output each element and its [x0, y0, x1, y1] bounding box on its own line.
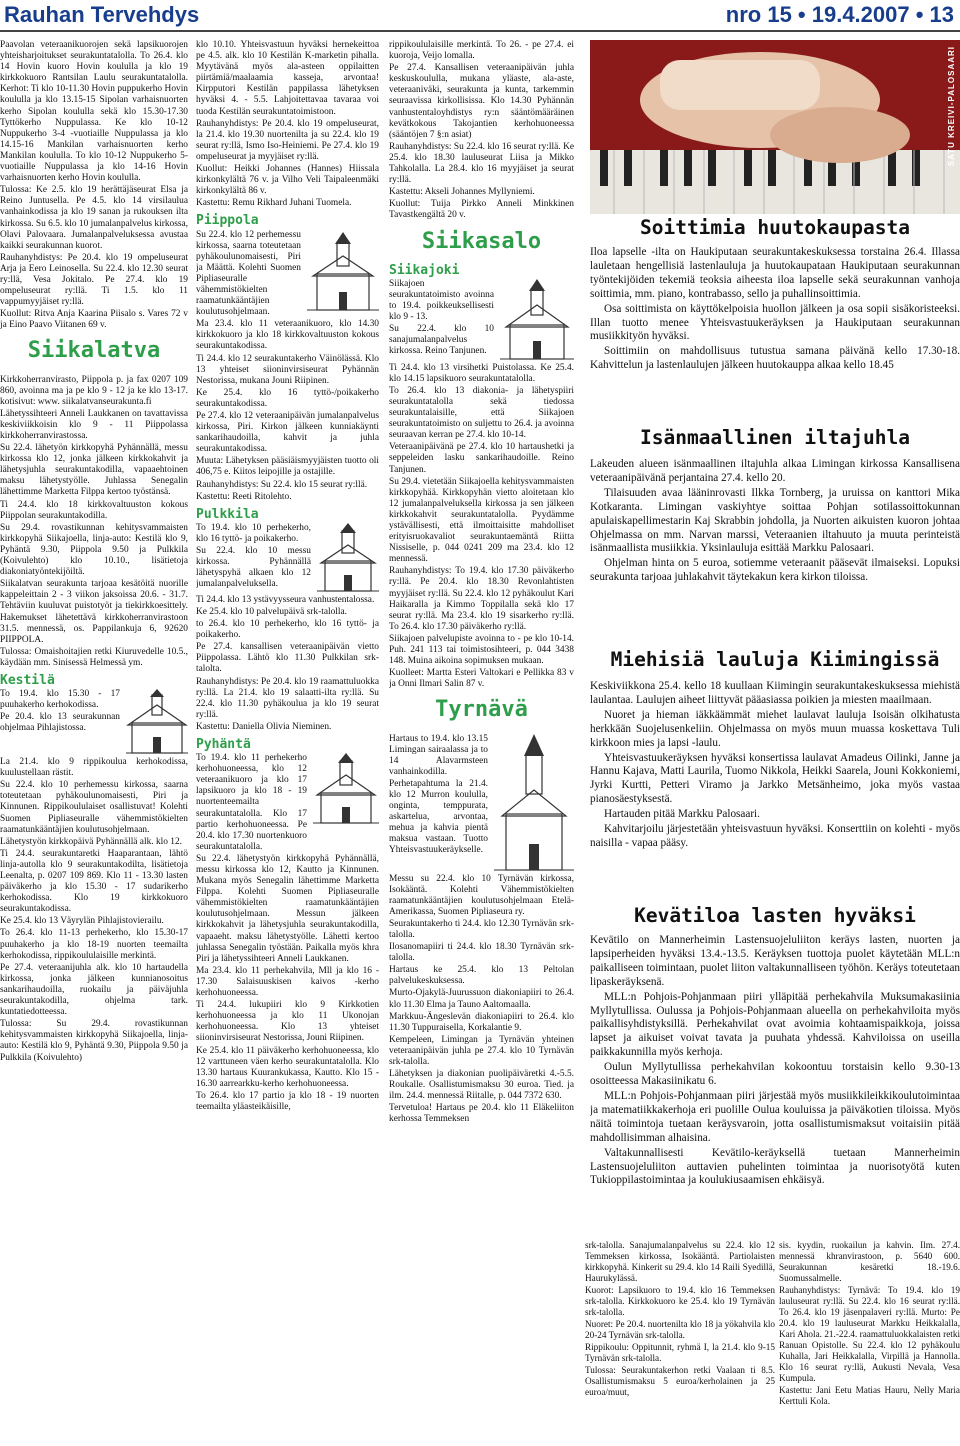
paragraph: Ti 24.4. lukupiiri klo 9 Kirkkotien kerhohuoneessa ja klo 11 Ukonojan kerhohuoneessa. Klo 13 yhteiset siioninvirsiseurat Nestorissa, Jouni Riipinen. — [196, 1000, 379, 1044]
paragraph: Su 22.4. klo 10 perhemessu kirkossa, saarna toteutetaan pyhäkoulunomaisesti, Piri ja Kinnunen. Rippikoululaiset osallistuvat! Kolehti Suomen Pipliaseuralle vähemmistökielten raamatunkääntäjien koulutusohjelmaan. — [0, 780, 188, 835]
paragraph: Rauhanyhdistys: Pe 20.4. klo 19 ompeluseurat, la 21.4. klo 19.30 nuortenilta ja su 22.4. klo 19 seurat ry:llä, Ismo Iso-Heiniemi. Pe 27.4. klo 19 ompeluseurat ja myyjäiset ry:llä. — [196, 118, 379, 162]
section-heading-siikalatva: Siikalatva — [27, 338, 161, 364]
church-illustration — [494, 734, 574, 874]
church-illustration — [307, 230, 379, 314]
photo-credit: SATU KREIVI-PALOSAARI — [947, 46, 956, 167]
paragraph: Nuoret: Pe 20.4. nuortenilta klo 18 ja yökahvila klo 20-24 Tyrnävän srk-talolla. — [585, 1319, 775, 1340]
bottom-column-1 — [585, 1240, 775, 1446]
paragraph: Muuta: Lähetyksen pääsiäismyyjäisten tuotto oli 406,75 e. Kiitos leipojille ja ostajille. — [196, 456, 379, 478]
paragraph: Pe 27.4. kansallisen veteraanipäivän vietto Piippolassa. Lähtö klo 11.30 Pulkkilan srk-talolta. — [196, 642, 379, 675]
paragraph: To 19.4. klo 15.30 - 17 puuhakerho kerhokodissa. — [0, 689, 120, 711]
paragraph: Pe 27.4. Kansallisen veteraanipäivän juhla keskuskoululla, mukana yläaste, ala-aste, veteraaniväki, seurakunta ja kunta, tarkemmin seuraavissa kirkollisissa. Klo 14.30 Pyhännän vanhustentaloyhdistys ry:n sääntömääräinen kevätkokous Takojantien kerhohuoneessa (sääntöjen 7 §:n asiat) — [389, 63, 574, 140]
bottom-column-2 — [779, 1240, 960, 1446]
paragraph: MLL:n Pohjois-Pohjanmaan piiri järjestää myös musiikkileikkikoulutoimintaa ja matematiikkakerhoja eri puolille Oulua kouluissa ja päiväkotien tiloissa. Myös näitä toimintoja tuetaan keräysvaroin, jotta osallistumismaksut voitaisiin pitää mahdollisimman alhaisina. — [590, 1089, 960, 1144]
paragraph: Lähetyssihteeri Anneli Laukkanen on tavattavissa keskiviikkoisin klo 9 - 11 Piippolassa kirkkoherranvirastossa. — [0, 408, 188, 441]
paragraph: Ke 25.4. klo 10 palvelupäivä srk-talolla. — [196, 606, 348, 617]
piano-hands-image — [590, 40, 960, 214]
paragraph: Ma 23.4. klo 11 perhekahvila, Mll ja klo 16 - 17.30 Salaisuuskisen kaivos -kerho kerhohuoneessa. — [196, 965, 379, 999]
paragraph: Ohjelman hinta on 5 euroa, sotiemme veteraanit pääsevät ilmaiseksi. Lopuksi seurakunta tarjoaa juhlakahvit täytekakun kera kirkon tiloissa. — [590, 557, 960, 584]
column-3 — [389, 40, 574, 1235]
paragraph: Su 22.4. lähetystyön kirkkopyhä Pyhännällä, messu kirkossa klo 12, Kautto ja Kinnunen. Mukana myös Senegalin lähettimme Marketta Filppa. Kolehti Suomen Pipliaseuralle vähemmistökielten raamatunkääntäjien koulutusohjelmaan. Messun jälkeen kirkkokahvit ja lähetysjuhla seurakuntakodilla, vapaaeht. maksu lähetystyölle. Lähetti kertoo juhlassa Senegalin työstään. Paikalla myös khra Piri ja lähetyssihteeri Anneli Laukkanen. — [196, 853, 379, 964]
paragraph: Rauhanyhdistys: Su 22.4. klo 16 seurat ry:llä. Ke 25.4. klo 18.30 lauluseurat Liisa ja Mikko Tahkolalla. La 28.4. klo 16 myyjäiset ja seurat ry:llä. — [389, 141, 574, 186]
paragraph: Kastettu: Reeti Ritolehto. — [196, 491, 292, 502]
paragraph: Su 29.4. rovastikunnan kehitysvammaisten kirkkopyhä Siikajoella, linja-auto: Kestilä klo 9, Pyhäntä 9.30, Piippola 9.50 ja Pulkkila (Koivulehto) klo 10.10., lisätietoja diakoniatyöntekijöiltä. — [0, 522, 188, 578]
paragraph: Murto-Ojakylä-Juurussuon diakoniapiiri to 26.4. klo 11.30 Elma ja Tauno Aaltomaalla. — [389, 988, 574, 1010]
paragraph: Kahvitarjoilu järjestetään yhteisvastuun hyväksi. Konserttiin on kolehti - myös naisilla - vapaa pääsy. — [590, 823, 960, 849]
paragraph: Tulossa: Seurakuntakerhon retki Vaalaan ti 8.5. Osallistumismaksu 5 euroa/kerholainen ja 25 euroa/muut, — [585, 1365, 775, 1397]
paragraph: Ti 24.4. seurakuntaretki Haaparantaan, lähtö linja-autolla klo 9 seurakuntakodilta, lisätietoja Leenalta, p. 0207 109 869. Klo 11 - 13.30 lasten päiväkerho ja klo 15.30 - 17 sudarikerho kerhokodissa. Klo 19 kirkkokuoro seurakuntakodissa. — [0, 848, 188, 915]
paragraph: Ti 24.4. klo 13 ystävyysseura vanhustentalossa. — [196, 594, 375, 605]
article-title: Isänmaallinen iltajuhla — [639, 426, 911, 449]
paragraph: Su 22.4. klo 10 sanajumalanpalvelus kirkossa. Reino Tanjunen. — [389, 324, 494, 357]
paragraph: Kevätilo on Mannerheimin Lastensuojeluliiton keräys lasten, nuorten ja lapsiperheiden hyväksi 13.4.-13.5. Keräyksen tuottoja puolet käytetään MLL:n paikalliseen toimintaan, puolet liiton valtakunnalliseen työhön. Keräys toteutetaan lipaskeräyksenä. — [590, 934, 960, 988]
article-miehisia — [590, 680, 960, 880]
church-illustration — [500, 279, 574, 363]
article-soittimia — [590, 246, 960, 394]
paragraph: Tulossa: Su 29.4. rovastikunnan kehitysvammaisten kirkkopyhä Siikajoella, linja-auto: Kestilä klo 9, Pyhäntä 9.30, Piippola 9.50 ja Pulkkila (Koivulehto) — [0, 1019, 188, 1063]
article-title: Soittimia huutokaupasta — [639, 216, 911, 239]
paragraph: Iloa lapselle -ilta on Haukiputaan seurakuntakeskuksessa torstaina 26.4. Illassa lauletaan hengellisiä lastenlauluja ja huutokaupataan Haukiputaan seurakunnan työntekijöiden tekemiä teoksia aiheesta iloa lapselle sekä seurakunnan vanhoja soittimia, mm. piano, kontrabasso, sello ja puhallinsoittimia. — [590, 246, 960, 300]
subheading-siikajoki: Siikajoki — [389, 262, 460, 278]
paragraph: To 19.4. klo 11 perhekerho kerhohuoneessa, klo 12 veteraanikuoro ja klo 17 lapsikuoro ja klo 18 - 19 nuortenteemailta seurakuntatalolla. Klo 17 partio kerhohuoneessa. Pe 20.4. klo 17.30 nuortenkuoro seurakuntatalolla. — [196, 753, 307, 852]
paragraph: to 26.4. klo 10 perhekerho, klo 16 tyttö- ja poikakerho. — [196, 619, 379, 641]
subheading-pulkkila: Pulkkila — [196, 506, 259, 522]
paragraph: Pe 27.4. klo 12 veteraanipäivän jumalanpalvelus kirkossa, Piri. Kirkon jälkeen kunniakäynti sankarihaudoilla, kahvit ja juhla seurakuntakodissa. — [196, 411, 379, 455]
article-isanmaallinen — [590, 458, 960, 618]
paragraph: Su 22.4. klo 12 perhemessu kirkossa, saarna toteutetaan pyhäkoulunomaisesti, Piri ja Määttä. Kolehti Suomen Pipliaseuralle vähemmistökielten raamatunkääntäjien koulutusohjelmaan. — [196, 229, 301, 318]
paragraph: Seurakuntakerho ti 24.4. klo 12.30 Tyrnävän srk-talolla. — [389, 918, 574, 940]
paragraph: MLL:n Pohjois-Pohjanmaan piiri ylläpitää perhekahvila Muksumakasiinia Myllytullissa. Oulussa ja Pohjois-Pohjanmaan alueella on perhekahviloita myös paikallisyhdistyksillä. Perhekahvilat ovat avoimia kohtaamispaikkoja, joissa lapset ja aikuiset voivat tavata ja puuhata yhdessä. Kahviloissa on useilla paikkakunnilla myös kerhoja. — [590, 990, 960, 1059]
paragraph: klo 10.10. Yhteisvastuun hyväksi hernekeittoa pe 4.5. alk. klo 10 Kestilän K-marketin pihalla. Myytävänä myös ala-asteen oppilaitten piirtämiä/maalaamia kasseja, arvontaa! Kirpputori Kestilän pappilassa lähetyksen hyväksi 4. - 5.5. Lahjoitettavaa tavaraa voi tuoda Kestilän seurakuntatoimistoon. — [196, 40, 379, 117]
paragraph: Kirkkoherranvirasto, Piippola p. ja fax 0207 109 860, avoinna ma ja pe klo 9 - 12 ja ke klo 13-17. kotisivut: www. siikalatvanseurakunta.fi — [0, 374, 188, 407]
paragraph: Kempeleen, Limingan ja Tyrnävän yhteinen veteraanipäivän juhla pe 27.4. klo 10 Tyrnävän srk-talolla. — [389, 1034, 574, 1067]
paragraph: Nuoret ja hieman iäkkäämmät miehet laulavat lauluja Isoisän olkihatusta herkkään Suojelusenkeliin. Ohjelmassa on myös muun muassa koskettava Tuli kirkkoon mies ja lapsi -laulu. — [590, 708, 960, 749]
paragraph: Kuorot: Lapsikuoro to 19.4. klo 16 Temmeksen srk-talolla. Kirkkokuoro ke 25.4. klo 19 Tyrnävän srk-talolla. — [585, 1285, 775, 1317]
paragraph: Rauhanyhdistys: Tyrnävä: To 19.4. klo 19 lauluseurat ry:llä. Su 22.4. klo 16 seurat ry:llä. To 26.4. klo 19 jäsenpalaveri ry:llä. Murto: Pe 20.4. klo 19 lauluseurat Markku Heikkalalla, Kari Ahola. 21.-22.4. raamattuluokkalaisten retki Ranuan Opistolle. Su 22.4. klo 12 pyhäkoulu Kuhalla, Jari Heikkalalla, Virpillä ja Hannolla. Klo 16 seurat ry:llä, Aukusti Nevala, Vesa Kumpula. — [779, 1285, 960, 1383]
piippola-block — [196, 230, 379, 320]
paragraph: Su 22.4. klo 10 messu kirkossa. Pyhännällä lähetyspyhä alkaen klo 12 jumalanpalveluksella. — [196, 546, 311, 590]
paragraph: Tulossa: Ke 2.5. klo 19 herättäjäseurat Elsa ja Reino Juntusella. Pe 4.5. klo 14 virsilaulua vanhainkodissa ja klo 19 sanan ja rukouksen ilta kirkossa. Su 6.5. klo 10 jumalanpalvelus kirkossa, Olavi Palovaara. Jumalanpalveluksessa avustaa kaikki seurakunnan kuorot. — [0, 185, 188, 251]
paragraph: Soittimiin on mahdollisuus tutustua samana päivänä kello 17.30-18. Kahvittelun ja lastenlaulujen jälkeen huutokauppa alkaa kello 18.45 — [590, 345, 960, 372]
paragraph: sis. kyydin, ruokailun ja kahvin. Ilm. 27.4. mennessä khranvirastoon, p. 5640 600. Seurakunnan kesäretki 18.-19.6. Suomussalmelle. — [779, 1240, 960, 1283]
paragraph: Lähetystyön kirkkopäivä Pyhännällä alk. klo 12. — [0, 836, 182, 847]
paragraph: Kuollut: Tuija Pirkko Anneli Minkkinen Tavastkengältä 20 v. — [389, 199, 574, 221]
piano-photo — [590, 40, 960, 214]
paragraph: Valtakunnallisesti Kevätilo-keräyksellä tuetaan Mannerheimin Lastensuojeluliiton auttavien puhelinten toimintaa ja nuorisotyötä kuten Tukioppilastoimintaa ja koulukiusaamisen ehkäisyä. — [590, 1146, 960, 1187]
column-2 — [196, 40, 379, 1444]
paragraph: Rauhanyhdistys: Su 22.4. klo 15 seurat ry:llä. — [196, 479, 368, 490]
paragraph: Kuollut: Ritva Anja Kaarina Piisalo s. Vares 72 v ja Eino Paavo Viitanen 69 v. — [0, 309, 188, 331]
paragraph: Hartauden pitää Markku Palosaari. — [604, 808, 760, 821]
paragraph: Ti 24.4. klo 18 kirkkovaltuuston kokous Piippolan seurakuntakodilla. — [0, 499, 188, 521]
paragraph: Keskiviikkona 25.4. kello 18 kuullaan Kiimingin seurakuntakeskuksessa miehistä laulantaa. Laulujen aiheet liittyvät pääasiassa poikien ja miesten maailmaan. — [590, 680, 960, 706]
siikajoki-block — [389, 279, 574, 363]
paragraph: Kastettu: Jani Eetu Matias Hauru, Nelly Maria Kerttuli Kola. — [779, 1385, 960, 1406]
church-illustration — [317, 523, 379, 595]
paragraph: Markkuu-Ängeslevän diakoniapiiri to 26.4. klo 11.30 Tuppuraisella, Korkalantie 9. — [389, 1011, 574, 1033]
paragraph: Ke 25.4. klo 16 tyttö-/poikakerho seurakuntakodissa. — [196, 387, 379, 409]
paragraph: Kastettu: Akseli Johannes Myllyniemi. — [389, 187, 535, 198]
paragraph: Oulun Myllytullissa perhekahvilan kokoontuu torstaisin kello 9.30-13 osoitteessa Makasiinikatu 6. — [590, 1061, 960, 1088]
paragraph: Ke 25.4. klo 11 päiväkerho kerhohuoneessa, klo 12 varttuneen väen kerho seurakuntatalolla. Klo 13.30 hartaus Kuurankukassa, Kautto. Klo 15 - 16.30 aarrearkku-kerho kerhohuoneessa. — [196, 1045, 379, 1089]
paragraph: Rauhanyhdistys: Pe 20.4. klo 19 raamattuluokka ry:llä. La 21.4. klo 19 salaatti-ilta ry:llä. Su 22.4. klo 11.30 pyhäkoulua ja klo 19 seurat ry:llä. — [196, 676, 379, 720]
section-heading-tyrnava: Tyrnävä — [435, 697, 528, 723]
newspaper-title: Rauhan Tervehdys — [4, 2, 200, 27]
paragraph: Kuollut: Heikki Johannes (Hannes) Hiissala kirkonkylältä 76 v. ja Vilho Veli Taipaleenmäki kirkonkylältä 86 v. — [196, 164, 379, 197]
paragraph: Siikalatvan seurakunta tarjoaa kesätöitä nuorille kappeleittain 2 - 3 viikon jaksoissa 20.6. - 31.7. Tehtäviin kuuluvat puistotyöt ja tiekirkkoesittely. Hakemukset lähetettävä kirkkoherranvirastoon 31.5. mennessä, os. Pappilankuja 6, 92620 PIIPPOLA. — [0, 579, 188, 645]
paragraph: Rauhanyhdistys: Pe 20.4. klo 19 ompeluseurat Arja ja Eero Leinosella. Su 22.4. klo 12.30 seurat ry:llä, Vesa Jokitalo. Pe 27.4. klo 19 ompeluseurat ry:llä. Ti 1.5. klo 11 vappumyyjäiset ry:llä. — [0, 252, 188, 308]
page-header — [0, 0, 960, 32]
paragraph: Ilosanomapiiri ti 24.4. klo 18.30 Tyrnävän srk-talolla. — [389, 942, 574, 964]
paragraph: Rippikoulu: Oppitunnit, ryhmä I, la 21.4. klo 9-15 Tyrnävän srk-talolla. — [585, 1342, 775, 1363]
column-1 — [0, 40, 188, 1444]
paragraph: Messu su 22.4. klo 10 Tyrnävän kirkossa, Isokääntä. Kolehti Vähemmistökielten raamatunkääntäjien koulutusohjelmaan Etelä-Amerikassa, Suomen Pipliaseura ry. — [389, 873, 574, 917]
subheading-kestila: Kestilä — [0, 672, 55, 688]
subheading-piippola: Piippola — [196, 213, 259, 229]
paragraph: To 26.4. klo 17 partio ja klo 18 - 19 nuorten teemailta yläasteikäisille, — [196, 1090, 379, 1112]
paragraph: Perhetapahtuma la 21.4. klo 12 Murron koululla, onginta, temppurata, askartelua, arvontaa, mehua ja kahvia pientä maksua vastaan. Tuotto Yhteisvastuukeräykselle. — [389, 778, 488, 856]
subheading-pyhanta: Pyhäntä — [196, 736, 251, 752]
issue-info: nro 15 • 19.4.2007 • 13 — [725, 2, 954, 27]
article-title: Kevätiloa lasten hyväksi — [634, 904, 916, 927]
section-heading-siikasalo: Siikasalo — [421, 228, 542, 254]
article-kevatiloa — [590, 934, 960, 1234]
paragraph: Siikajoen seurakuntatoimisto avoinna to 19.4. poikkeuksellisesti klo 9 - 13. — [389, 278, 494, 322]
paragraph: rippikoululaisille merkintä. To 26. - pe 27.4. ei kuoroja, Veijo lomalla. — [389, 40, 574, 62]
paragraph: La 21.4. klo 9 rippikoulua kerhokodissa, kuulustellaan rästit. — [0, 757, 188, 779]
paragraph: To 19.4. klo 10 perhekerho, klo 16 tyttö- ja poikakerho. — [196, 522, 311, 544]
paragraph: Kastettu: Daniella Olivia Nieminen. — [196, 721, 332, 732]
church-illustration — [126, 689, 188, 757]
paragraph: Ma 23.4. klo 11 veteraanikuoro, klo 14.30 kirkkokuoro ja klo 18 kirkkovaltuuston kokous seurakuntakodissa. — [196, 319, 379, 352]
paragraph: Paavolan veteraanikuorojen sekä lapsikuorojen yhteisharjoitukset seurakuntatalolla. To 26.4. klo 14 Hovin kuoro Hovin koululla ja klo 19 kirkkokuoro Rantsilan Laulu seurakuntatalolla. Kerhot: Ti klo 10-11.30 Hovin puppukerho Hovin koululla ja klo 13.15-15 Sipolan varhaisnuorten kerho Sipolan koululla sekä klo 15.30-17.30 Tyttökerho Nuppulassa. Ke klo 10-12 Nuppukerho 3-4 -vuotiaille Nuppulassa ja klo 14.15-16 Mankilan varhaisnuorten kerho Mankilan koululla. To klo 10-12 Nuppukerho 5-vuotiaille Nuppulassa ja klo 14-16 Hovin varhaisnuorten kerho Hovin koululla. — [0, 40, 188, 184]
paragraph: srk-talolla. Sanajumalanpalvelus su 22.4. klo 12 Temmeksen kirkossa, Isokääntä. Partiolaisten kirkkopyhä. Kinkerit su 29.4. klo 14 Raili Syedillä, Haurukylässä. — [585, 1240, 775, 1283]
paragraph: Hartaus ke 25.4. klo 13 Peltolan palvelukeskuksessa. — [389, 965, 574, 987]
paragraph: Tilaisuuden avaa lääninrovasti Ilkka Tornberg, ja uruissa on kanttori Mika Kotkaranta. Limingan vaskiyhtye soittaa Pohjan sotilassoittokunnan apulaiskapellimestarin Kaj Skrabbin johdolla, ja Nuorten aikuisten kuoron johtaa Ohjelmassa on mm. Narvan marssi, Veteraanien iltahuuto ja muuta perinteistä isänmaallista musiikkia. Yksinlauluja esittää Markku Palosaari. — [590, 486, 960, 555]
tyrnava-block — [389, 734, 574, 874]
paragraph: Rauhanyhdistys: To 19.4. klo 17.30 päiväkerho ry:llä. Pe 20.4. klo 18.30 Revonlahtisten myyjäiset ry:llä. Su 22.4. klo 12 pyhäkoulut Kari Haikaralla ja Kimmo Toppilalla sekä klo 17 seurat ry:llä. Ma 23.4. klo 19 sisarkerho ry:llä. To 26.4. klo 17.30 päiväkerho ry:llä. — [389, 566, 574, 632]
paragraph: Osa soittimista on käyttökelpoisia huollon jälkeen ja osa sopii sisäkoristeeksi. Illan tuotto menee Yhteisvastuukeräyksen ja Haukiputaan seurakunnan musiikkityön hyväksi. — [590, 302, 960, 343]
paragraph: Lähetyksen ja diakonian puolipäiväretki 4.-5.5. Roukalle. Osallistumismaksu 30 euroa. Tied. ja ilm. 24.4. mennessä Riitalle, p. 044 7372 630. — [389, 1069, 574, 1102]
paragraph: To 26.4. klo 11-13 perhekerho, klo 15.30-17 puuhakerho ja klo 18-19 nuorten teemailta kerhokodissa, rippikoululaisille merkintä. — [0, 928, 188, 961]
paragraph: Su 22.4. lähetyön kirkkopyhä Pyhännällä, messu kirkossa klo 12, jonka jälkeen kirkkokahvit ja lähetysjuhla seurakuntakodilla, vapaaehtoinen maksu lähetystyölle. Juhlassa Senegalin lähettimme Marketta Filppa kertoo työstänsä. — [0, 443, 188, 498]
article-title: Miehisiä lauluja Kiimingissä — [610, 648, 940, 671]
paragraph: Tulossa: Omaishoitajien retki Kiuruvedelle 10.5., käydään mm. Sinisessä Helmessä ym. — [0, 646, 188, 668]
paragraph: Ke 25.4. klo 13 Väyrylän Pihlajistovierailu. — [0, 916, 164, 927]
pulkkila-block — [196, 523, 379, 595]
paragraph: Ti 24.4. klo 13 virsihetki Puistolassa. Ke 25.4. klo 14.15 lapsikuoro seurakuntatalolla. — [389, 362, 574, 384]
paragraph: Lakeuden alueen isänmaallinen iltajuhla alkaa Limingan kirkossa Kansallisena veteraanipäivänä perjantaina 27.4. kello 20. — [590, 458, 960, 484]
paragraph: Su 29.4. vietetään Siikajoella kehitysvammaisten kirkkopyhää. Kirkkopyhän vietto aloitetaan klo 12 jumalanpalveluksella kirkossa ja sen jälkeen kirkkokahvit seurakuntatalolla. Pyydämme ystävällisesti, että ilmoittaisitte mahdolliset erityisruokavaliot seurakuntaemäntä Riitta Nissiselle, p. 044 0241 209 ma 23.4. klo 12 mennessä. — [389, 476, 574, 565]
paragraph: Tervetuloa! Hartaus pe 20.4. klo 11 Eläkeliiton kerhossa Temmeksen — [389, 1103, 574, 1125]
paragraph: Veteraanipäivänä pe 27.4. klo 10 hartaushetki ja seppeleiden lasku sankarihaudoille. Reino Tanjunen. — [389, 442, 574, 475]
church-illustration — [313, 753, 379, 827]
paragraph: Hartaus to 19.4. klo 13.15 Limingan sairaalassa ja to 14 Alavarmsteen vanhainkodilla. — [389, 733, 488, 777]
paragraph: Siikajoen palvelupiste avoinna to - pe klo 10-14. Puh. 241 113 tai toimistosihteeri, p. 044 3438 148. Muina aikoina sopimuksen mukaan. — [389, 633, 574, 667]
paragraph: Ti 24.4. klo 12 seurakuntakerho Väinölässä. Klo 13 yhteiset siioninvirsiseurat Pyhännän Nestorissa, mukana Jouni Riipinen. — [196, 353, 379, 386]
kestila-block — [0, 689, 188, 757]
paragraph: To 26.4. klo 13 diakonia- ja lähetyspiiri seurakuntatalolla sekä tiedossa seurakuntalaisille, että Siikajoen seurakuntatoimisto on suljettu to 26.4. ja avoinna seuraavan kerran pe 27.4. klo 10-14. — [389, 385, 574, 441]
paragraph: Kastettu: Remu Rikhard Juhani Tuomela. — [196, 198, 352, 209]
paragraph: Pe 20.4. klo 13 seurakunnan ohjelmaa Pihlajistossa. — [0, 712, 120, 734]
paragraph: Pe 27.4. veteraanijuhla alk. klo 10 hartaudella kirkossa, jonka jälkeen kunnianosoitus sankarihaudoilla, ruokailu ja päiväjuhla seurakuntakodilla, ohjelma tark. kuntatiedotteessa. — [0, 962, 188, 1018]
paragraph: Yhteisvastuukeräyksen hyväksi konsertissa laulavat Amadeus Oilinki, Janne ja Hannu Kajava, Matti Laurila, Tuomo Nikkola, Heikki Saarela, Jouni Kokkoniemi, Jyrki Kurtti, Petteri Viramo ja Jarkko Metsänheimo, joka myös vastaa pianosäestyksestä. — [590, 751, 960, 806]
pyhanta-block — [196, 753, 379, 854]
paragraph: Kuolleet: Martta Esteri Valtokari e Pellikka 83 v ja Onni Ilmari Salin 87 v. — [389, 668, 574, 690]
